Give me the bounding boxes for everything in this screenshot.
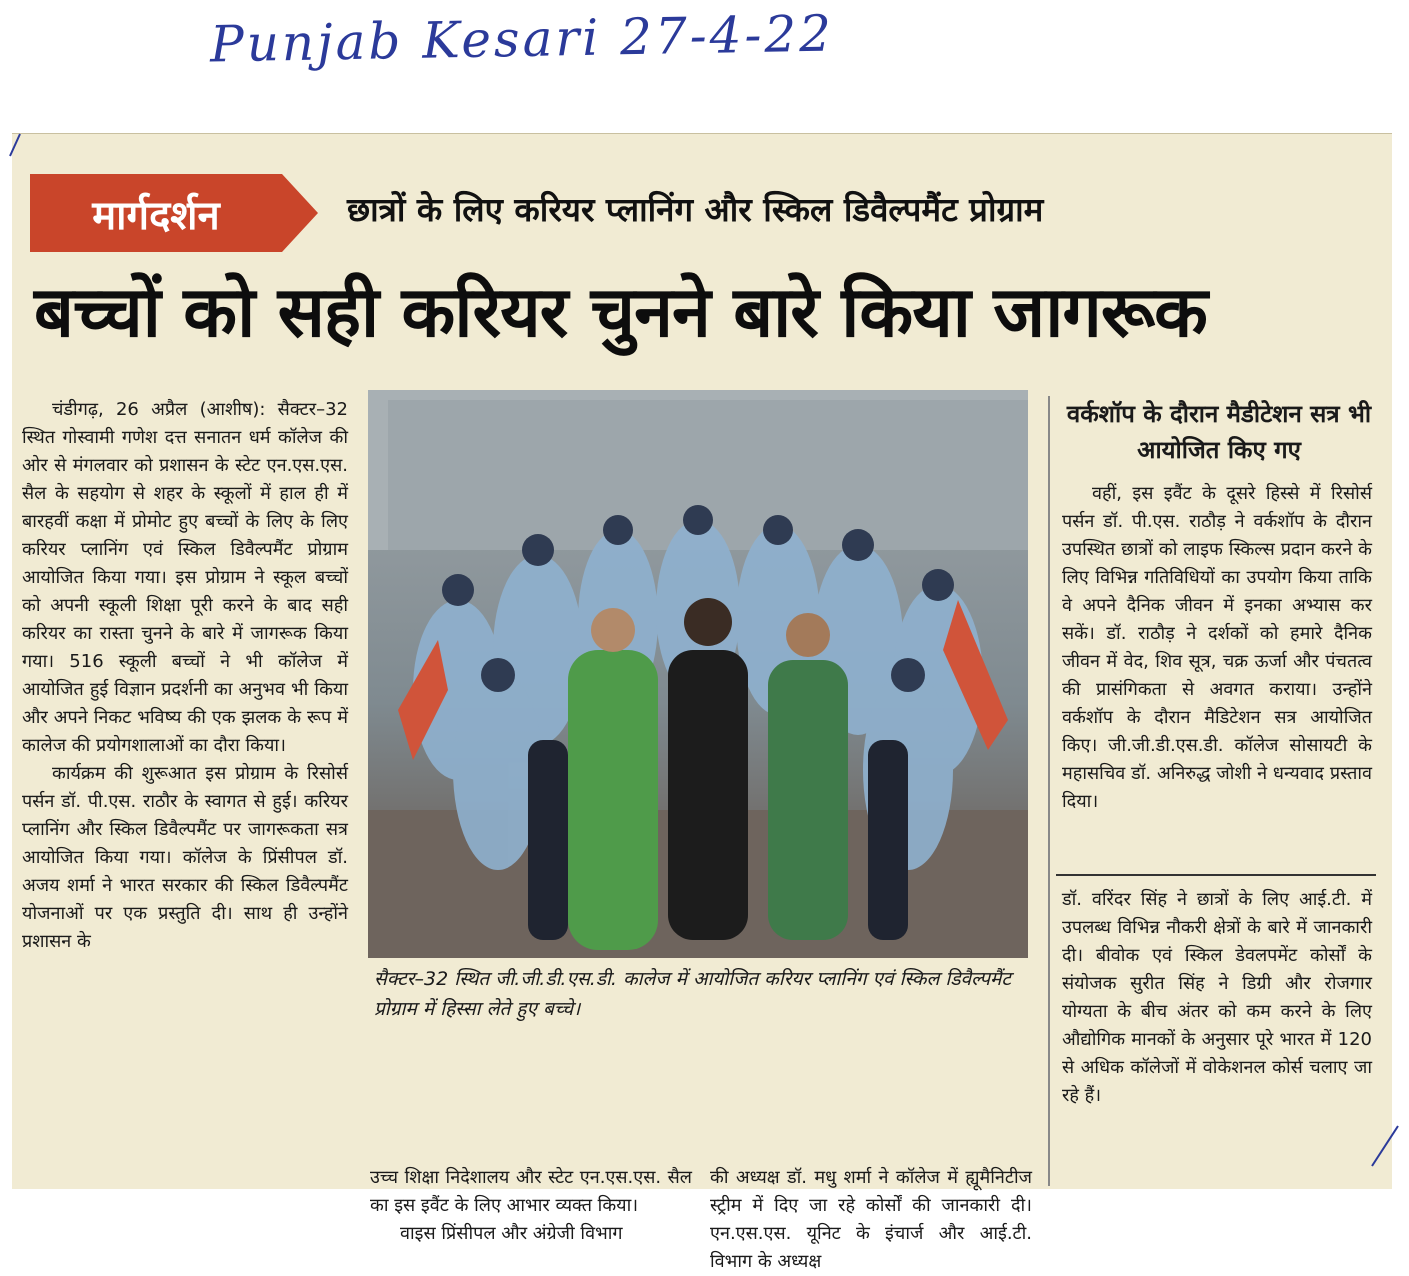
column-divider xyxy=(1048,396,1050,1186)
article-paragraph: वाइस प्रिंसीपल और अंग्रेजी विभाग xyxy=(400,1223,623,1244)
handwritten-date-note: Punjab Kesari 27-4-22 xyxy=(209,4,835,74)
article-paragraph: की अध्यक्ष डॉ. मधु शर्मा ने कॉलेज में ह्यूमैनिटीज स्ट्रीम में दिए जा रहे कोर्सों की जानकारी दी। एन.एस.एस. यूनिट के इंचार्ज और आई.टी. विभाग के अध्यक्ष xyxy=(710,1167,1032,1272)
section-divider xyxy=(1056,874,1376,876)
kicker-heading: छात्रों के लिए करियर प्लानिंग और स्किल डिवैल्पमैंट प्रोग्राम xyxy=(347,190,1044,229)
pen-tick-mark xyxy=(1368,1120,1404,1170)
article-column-3 xyxy=(710,1164,1032,1276)
pen-stroke-mark xyxy=(6,130,26,160)
article-column-4-top xyxy=(1062,480,1372,816)
article-column-4-bottom xyxy=(1062,886,1372,1110)
article-column-1 xyxy=(22,396,348,956)
section-tag-arrow xyxy=(282,174,318,252)
photo-caption: सैक्टर–32 स्थित जी.जी.डी.एस.डी. कालेज में आयोजित करियर प्लानिंग एवं स्किल डिवैल्पमैंट प्रोग्राम में हिस्सा लेते हुए बच्चे। xyxy=(374,968,1011,1020)
section-tag: मार्गदर्शन xyxy=(30,174,282,252)
group-photo-illustration xyxy=(368,390,1028,958)
page-headline: बच्चों को सही करियर चुनने बारे किया जागरूक xyxy=(34,271,1207,353)
article-column-2 xyxy=(370,1164,692,1248)
article-paragraph: चंडीगढ़, 26 अप्रैल (आशीष): सैक्टर–32 स्थित गोस्वामी गणेश दत्त सनातन धर्म कॉलेज की ओर से मंगलवार को प्रशासन के स्टेट एन.एस.एस. सैल के सहयोग से शहर के स्कूलों में हाल ही में बारहवीं कक्षा में प्रोमोट हुए बच्चों के लिए के लिए करियर प्लानिंग एवं स्किल डिवैल्पमैंट प्रोग्राम आयोजित किया गया। इस प्रोग्राम ने स्कूल बच्चों को अपनी स्कूली शिक्षा पूरी करने के बाद सही करियर का रास्ता चुनने के बारे में जागरूक किया गया। 516 स्कूली बच्चों ने भी कॉलेज में आयोजित हुई विज्ञान प्रदर्शनी का अनुभव भी किया और अपने निकट भविष्य की एक झलक के रूप में कालेज की प्रयोगशालाओं का दौरा किया। xyxy=(22,399,348,756)
side-subheading: वर्कशॉप के दौरान मैडीटेशन सत्र भी आयोजित किए गए xyxy=(1066,400,1372,464)
group-photo xyxy=(368,390,1028,958)
article-paragraph: वहीं, इस इवैंट के दूसरे हिस्से में रिसोर्स पर्सन डॉ. पी.एस. राठौड़ ने वर्कशॉप के दौरान उपस्थित छात्रों को लाइफ स्किल्स प्रदान करने के लिए विभिन्न गतिविधियों का उपयोग किया ताकि वे अपने दैनिक जीवन में इनका अभ्यास कर सकें। डॉ. राठौड़ ने दर्शकों को हमारे दैनिक जीवन में वेद, शिव सूत्र, चक्र ऊर्जा और पंचतत्व की प्रासंगिकता से अवगत कराया। उन्होंने वर्कशॉप के दौरान मैडिटेशन सत्र आयोजित किए। जी.जी.डी.एस.डी. कॉलेज सोसायटी के महासचिव डॉ. अनिरुद्ध जोशी ने धन्यवाद प्रस्ताव दिया। xyxy=(1062,483,1372,812)
article-paragraph: डॉ. वरिंदर सिंह ने छात्रों के लिए आई.टी. में उपलब्ध विभिन्न नौकरी क्षेत्रों के बारे में जानकारी दी। बीवोक एवं स्किल डेवलपमेंट कोर्सों के संयोजक सुरीत सिंह ने डिग्री और रोजगार योग्यता के बीच अंतर को कम करने के लिए औद्योगिक मानकों के अनुसार पूरे भारत में 120 से अधिक कॉलेजों में वोकेशनल कोर्स चलाए जा रहे हैं। xyxy=(1062,889,1372,1106)
newspaper-clipping xyxy=(12,133,1392,1272)
article-paragraph: उच्च शिक्षा निदेशालय और स्टेट एन.एस.एस. सैल का इस इवैंट के लिए आभार व्यक्त किया। xyxy=(370,1167,692,1216)
article-paragraph: कार्यक्रम की शुरूआत इस प्रोग्राम के रिसोर्स पर्सन डॉ. पी.एस. राठौर के स्वागत से हुई। करियर प्लानिंग और स्किल डिवैल्पमैंट पर जागरूकता सत्र आयोजित किया गया। कॉलेज के प्रिंसीपल डॉ. अजय शर्मा ने भारत सरकार की स्किल डिवैल्पमैंट योजनाओं पर एक प्रस्तुति दी। साथ ही उन्होंने प्रशासन के xyxy=(22,763,348,952)
